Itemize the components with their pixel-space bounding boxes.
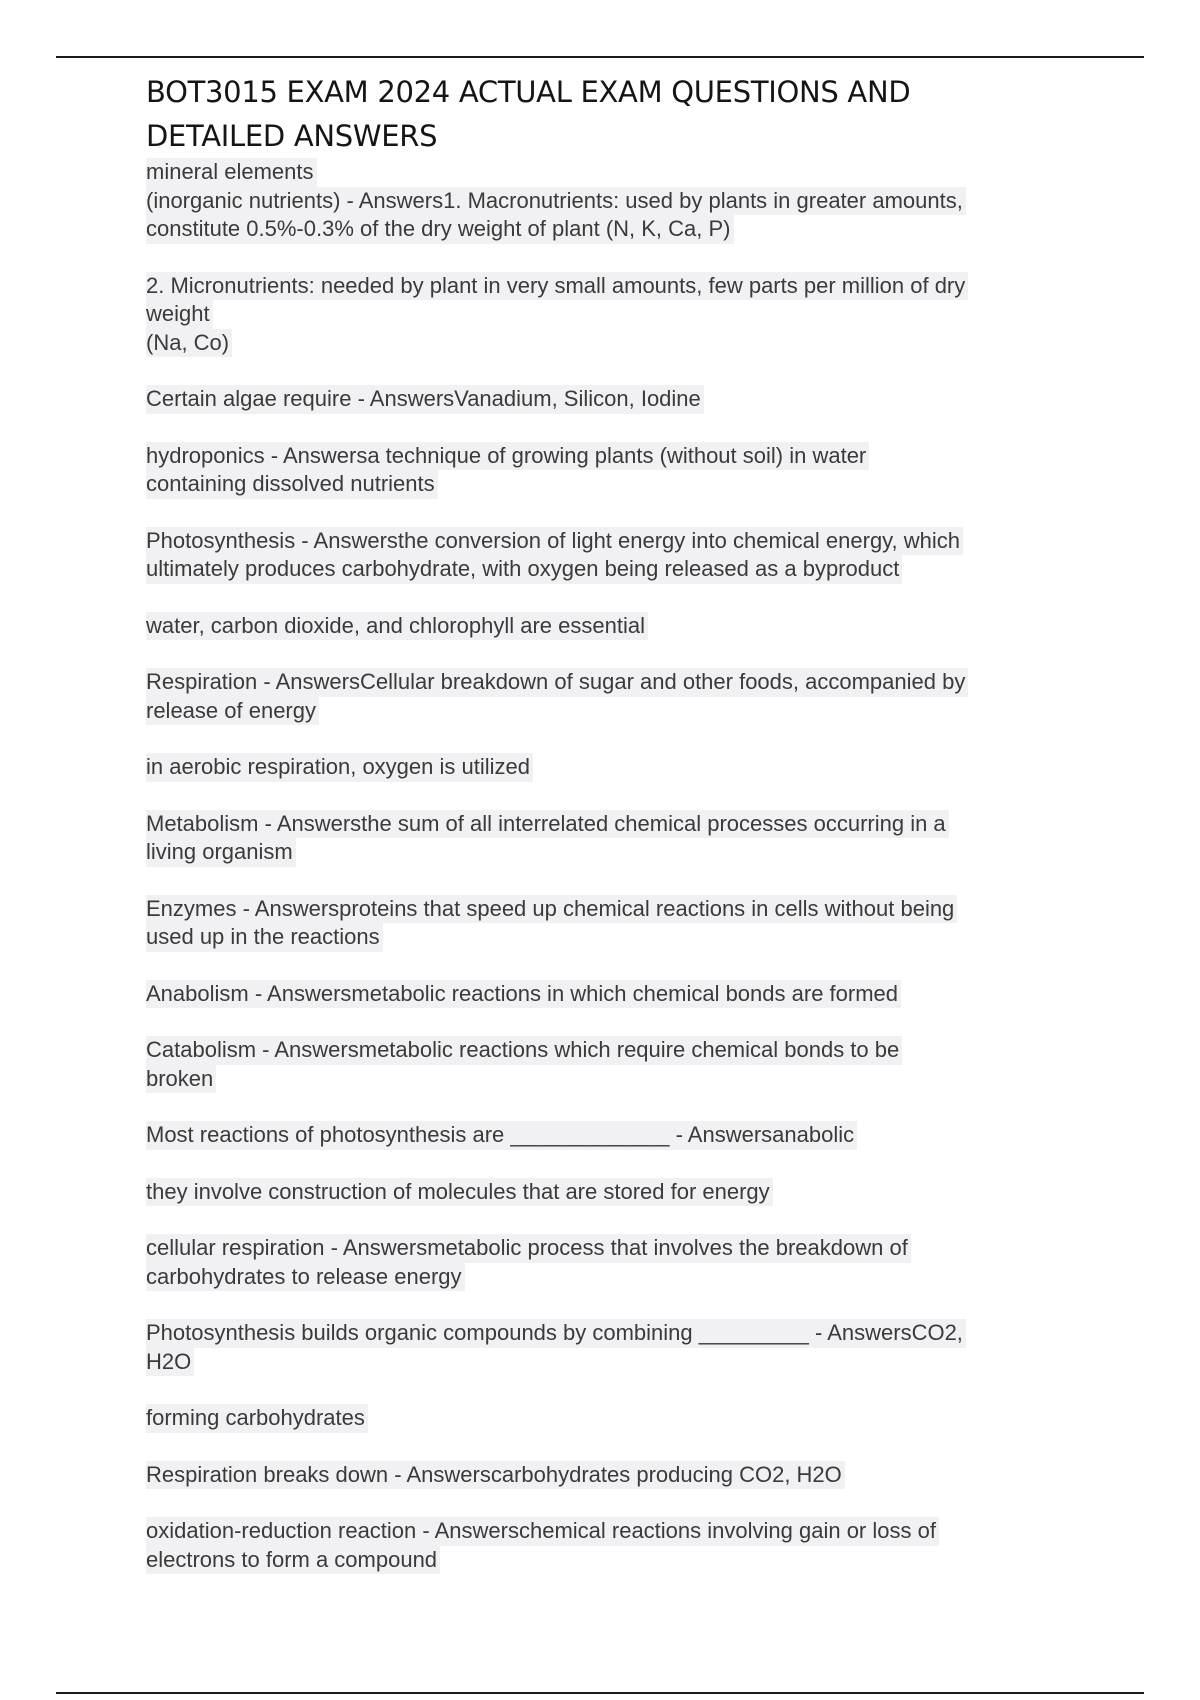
text-line: weight [146, 300, 1066, 329]
text-line: ultimately produces carbohydrate, with oxygen being released as a byproduct [146, 555, 1066, 584]
title-line: DETAILED ANSWERS [146, 119, 438, 153]
title-line: BOT3015 EXAM 2024 ACTUAL EXAM QUESTIONS AND [146, 75, 911, 109]
document-body [146, 158, 1066, 1602]
text-line: used up in the reactions [146, 923, 1066, 952]
entry-photosynthesis [146, 527, 1066, 584]
entry-aerobic [146, 753, 1066, 782]
text-line: (Na, Co) [146, 329, 1066, 358]
text-line: mineral elements [146, 158, 1066, 187]
text-line: (inorganic nutrients) - Answers1. Macronutrients: used by plants in greater amounts, [146, 187, 1066, 216]
text-line: Catabolism - Answersmetabolic reactions which require chemical bonds to be [146, 1036, 1066, 1065]
text-line: they involve construction of molecules that are stored for energy [146, 1178, 1066, 1207]
page-title [146, 70, 1066, 158]
text-line: broken [146, 1065, 1066, 1094]
text-line: living organism [146, 838, 1066, 867]
bottom-rule [56, 1692, 1144, 1694]
text-line: oxidation-reduction reaction - Answerschemical reactions involving gain or loss of [146, 1517, 1066, 1546]
entry-algae [146, 385, 1066, 414]
entry-photosynthesis-reactions [146, 1121, 1066, 1150]
entry-photosynthesis-builds [146, 1319, 1066, 1376]
entry-metabolism [146, 810, 1066, 867]
text-line: Photosynthesis builds organic compounds by combining _________ - AnswersCO2, [146, 1319, 1066, 1348]
text-line: Respiration - AnswersCellular breakdown of sugar and other foods, accompanied by [146, 668, 1066, 697]
text-line: constitute 0.5%-0.3% of the dry weight of plant (N, K, Ca, P) [146, 215, 1066, 244]
entry-micronutrients [146, 272, 1066, 358]
top-rule [56, 56, 1144, 58]
entry-forming-carbohydrates [146, 1404, 1066, 1433]
text-line: water, carbon dioxide, and chlorophyll are essential [146, 612, 1066, 641]
text-line: 2. Micronutrients: needed by plant in very small amounts, few parts per million of dry [146, 272, 1066, 301]
text-line: release of energy [146, 697, 1066, 726]
text-line: forming carbohydrates [146, 1404, 1066, 1433]
text-line: hydroponics - Answersa technique of growing plants (without soil) in water [146, 442, 1066, 471]
entry-essentials [146, 612, 1066, 641]
entry-construction [146, 1178, 1066, 1207]
entry-mineral-elements [146, 158, 1066, 244]
entry-cellular-respiration [146, 1234, 1066, 1291]
text-line: containing dissolved nutrients [146, 470, 1066, 499]
entry-respiration-breaks [146, 1461, 1066, 1490]
text-line: cellular respiration - Answersmetabolic process that involves the breakdown of [146, 1234, 1066, 1263]
entry-anabolism [146, 980, 1066, 1009]
text-line: Certain algae require - AnswersVanadium, Silicon, Iodine [146, 385, 1066, 414]
entry-respiration [146, 668, 1066, 725]
text-line: Enzymes - Answersproteins that speed up chemical reactions in cells without being [146, 895, 1066, 924]
text-line: in aerobic respiration, oxygen is utilized [146, 753, 1066, 782]
text-line: electrons to form a compound [146, 1546, 1066, 1575]
entry-oxidation-reduction [146, 1517, 1066, 1574]
text-line: H2O [146, 1348, 1066, 1377]
entry-catabolism [146, 1036, 1066, 1093]
text-line: Most reactions of photosynthesis are _____________ - Answersanabolic [146, 1121, 1066, 1150]
text-line: carbohydrates to release energy [146, 1263, 1066, 1292]
entry-enzymes [146, 895, 1066, 952]
text-line: Anabolism - Answersmetabolic reactions in which chemical bonds are formed [146, 980, 1066, 1009]
entry-hydroponics [146, 442, 1066, 499]
text-line: Photosynthesis - Answersthe conversion of light energy into chemical energy, which [146, 527, 1066, 556]
text-line: Respiration breaks down - Answerscarbohydrates producing CO2, H2O [146, 1461, 1066, 1490]
text-line: Metabolism - Answersthe sum of all interrelated chemical processes occurring in a [146, 810, 1066, 839]
